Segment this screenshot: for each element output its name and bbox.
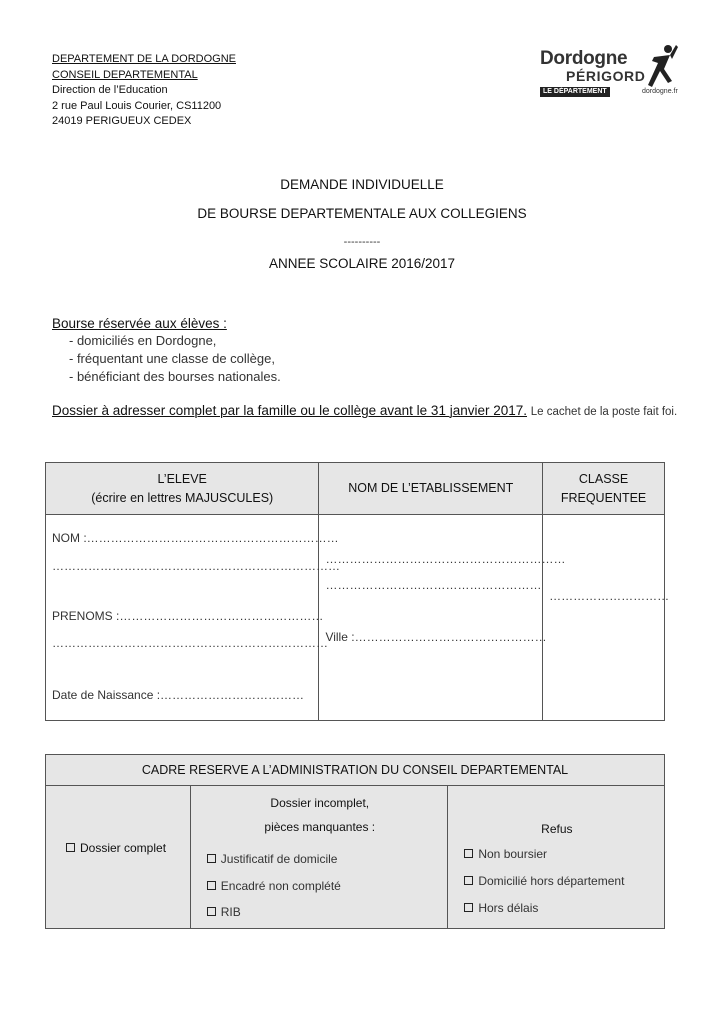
refusal-label: Domicilié hors département xyxy=(478,874,625,888)
complete-label: Dossier complet xyxy=(80,841,167,855)
council-name: CONSEIL DEPARTEMENTAL xyxy=(52,68,198,81)
school-year: ANNEE SCOLAIRE 2016/2017 xyxy=(268,256,456,271)
student-header-title: L’ELEVE xyxy=(157,471,207,486)
refusal-label: Hors délais xyxy=(478,901,539,915)
incomplete-subtitle: pièces manquantes : xyxy=(264,820,376,834)
postmark-note: Le cachet de la poste fait foi. xyxy=(530,406,678,418)
checkbox-icon[interactable] xyxy=(207,881,216,890)
conditions-title: Bourse réservée aux élèves : xyxy=(52,316,227,331)
logo-name: Dordogne xyxy=(540,48,628,69)
checkbox-icon[interactable] xyxy=(464,903,473,912)
checkbox-icon[interactable] xyxy=(464,849,473,858)
complete-cell xyxy=(46,786,191,929)
refusal-option[interactable] xyxy=(464,874,624,888)
logo-region: PÉRIGORD xyxy=(566,68,646,84)
student-column-header xyxy=(46,463,319,515)
nom-field[interactable]: NOM :……………………………………………………… xyxy=(52,531,339,545)
checkbox-icon[interactable] xyxy=(207,907,216,916)
class-header-subtitle: FREQUENTEE xyxy=(560,490,647,505)
checkbox-icon[interactable] xyxy=(464,876,473,885)
refusal-cell xyxy=(448,786,665,929)
missing-item-label: Justificatif de domicile xyxy=(220,852,338,866)
school-column-header: NOM DE L’ETABLISSEMENT xyxy=(319,463,543,515)
school-name-field[interactable]: …………………………………………………… xyxy=(325,552,566,566)
complete-option[interactable] xyxy=(66,841,166,855)
form-subtitle: DE BOURSE DEPARTEMENTALE AUX COLLEGIENS xyxy=(197,206,527,221)
submission-deadline: Dossier à adresser complet par la famille ou le collège avant le 31 janvier 2017. xyxy=(52,403,528,418)
class-cell xyxy=(543,515,670,721)
school-cell xyxy=(319,515,566,721)
missing-item-label: RIB xyxy=(220,905,241,919)
birthdate-field[interactable]: Date de Naissance :……………………………… xyxy=(52,688,305,702)
school-city-field[interactable]: Ville :………………………………………… xyxy=(325,630,547,644)
class-column-header xyxy=(543,463,665,515)
class-field[interactable]: ………………………… xyxy=(549,589,670,603)
form-title: DEMANDE INDIVIDUELLE xyxy=(280,177,444,192)
title-separator: ---------- xyxy=(343,236,381,248)
refusal-option[interactable] xyxy=(464,901,538,915)
sender-address xyxy=(52,52,236,130)
running-figure-icon xyxy=(648,43,678,95)
student-table xyxy=(45,462,670,721)
student-header-subtitle: (écrire en lettres MAJUSCULES) xyxy=(91,490,274,505)
missing-item-option[interactable] xyxy=(207,852,338,866)
logo-site: dordogne.fr xyxy=(642,88,678,95)
incomplete-title: Dossier incomplet, xyxy=(270,796,370,810)
condition-item: - bénéficiant des bourses nationales. xyxy=(69,369,281,384)
class-header-title: CLASSE xyxy=(578,471,629,486)
street-address: 2 rue Paul Louis Courier, CS11200 xyxy=(52,99,222,112)
nom-continuation-field[interactable]: ……………………………………………………………… xyxy=(52,559,340,573)
submission-instruction xyxy=(52,403,677,418)
department-name: DEPARTEMENT DE LA DORDOGNE xyxy=(52,53,236,65)
checkbox-icon[interactable] xyxy=(207,854,216,863)
condition-item: - fréquentant une classe de collège, xyxy=(69,351,275,366)
city-address: 24019 PERIGUEUX CEDEX xyxy=(52,115,192,127)
prenoms-continuation-field[interactable]: …………………………………………………………… xyxy=(52,636,328,650)
prenoms-field[interactable]: PRENOMS :…………………………………………… xyxy=(52,609,324,623)
incomplete-cell xyxy=(190,786,448,929)
dordogne-logo xyxy=(538,43,678,101)
admin-table-title: CADRE RESERVE A L’ADMINISTRATION DU CONSEIL DEPARTEMENTAL xyxy=(46,755,665,786)
missing-item-option[interactable] xyxy=(207,905,241,919)
direction-name: Direction de l’Education xyxy=(52,84,168,96)
refusal-label: Non boursier xyxy=(478,847,548,861)
missing-item-option[interactable] xyxy=(207,879,341,893)
refusal-option[interactable] xyxy=(464,847,547,861)
logo-tagline: LE DÉPARTEMENT xyxy=(540,87,610,97)
conditions-list xyxy=(69,332,281,386)
checkbox-icon[interactable] xyxy=(66,843,75,852)
refusal-title: Refus xyxy=(541,822,573,836)
missing-item-label: Encadré non complété xyxy=(220,879,341,893)
student-cell xyxy=(46,515,340,721)
admin-table xyxy=(45,754,665,929)
condition-item: - domiciliés en Dordogne, xyxy=(69,333,217,348)
school-name-continuation-field[interactable]: ……………………………………………… xyxy=(325,578,542,592)
